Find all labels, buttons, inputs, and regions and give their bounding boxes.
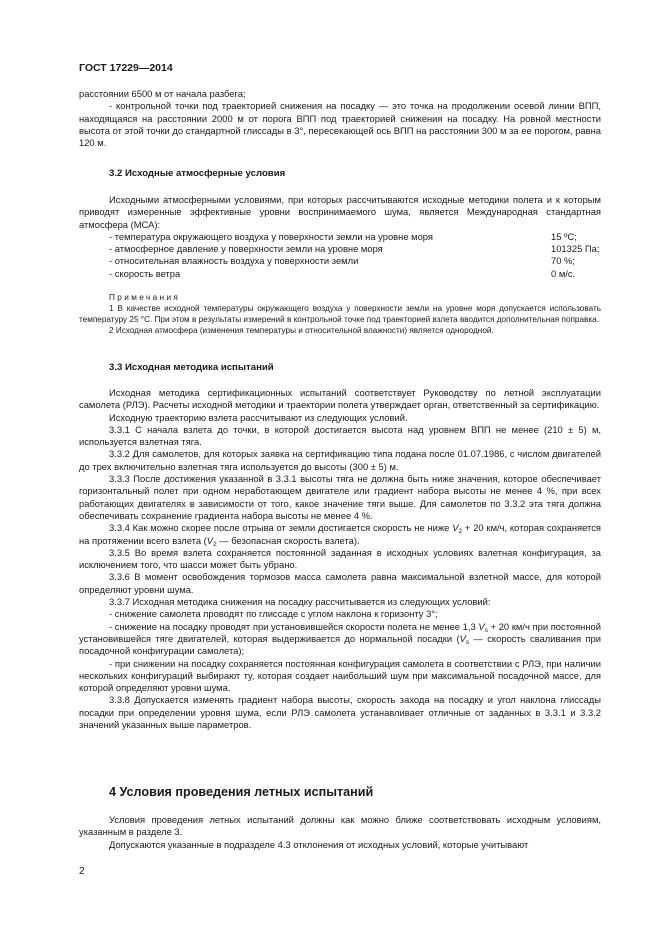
clause-text: + 20 км/ч, которая сохраняется на протяжении всего взлета ( [79, 522, 601, 546]
intro-line: расстоянии 6500 м от начала разбега; [79, 88, 246, 99]
v2-symbol: V [206, 534, 214, 546]
v2-subscript: 2 [458, 528, 463, 536]
clause-3-3-4 [79, 522, 601, 547]
note-2: 2 Исходная атмосфера (изменения температуры и относительной влажности) является однородной. [109, 326, 494, 335]
atmosphere-row-label: - относительная влажность воздуха у поверхности земли [109, 255, 359, 267]
section-3-3-title: 3.3 Исходная методика испытаний [109, 362, 274, 373]
atmosphere-row-label: - температура окружающего воздуха у поверхности земли на уровне моря [109, 230, 433, 242]
clause-text: + 20 км/ч при постоянной установившейся тяге двигателей, которая выдерживается до нормальной посадки ( [79, 620, 601, 644]
clause-3-3-7-item [79, 621, 601, 658]
v2-subscript: 2 [213, 540, 217, 548]
atmosphere-row-value: 101325 Па; [551, 243, 600, 255]
clause-3-3-7: 3.3.7 Исходная методика снижения на посадку рассчитывается из следующих условий: [109, 596, 491, 608]
clause-3-3-7-item: - при снижении на посадку сохраняется постоянная конфигурация самолета в соответствии с РЛЭ, при наличии нескольких конфигураций выбирают ту, которая создает наибольший шум при максимальной посадочной массе, для которой определяют уровни шума. [79, 657, 601, 694]
section-3-2-body [79, 194, 601, 280]
atmosphere-row [79, 243, 601, 255]
vs-symbol: V [478, 620, 485, 632]
atmosphere-row [79, 231, 601, 243]
section-3-2-title: 3.2 Исходные атмосферные условия [109, 168, 286, 179]
atmosphere-row [79, 268, 601, 280]
atmosphere-row-value: 15 ºС; [551, 230, 577, 242]
section-4-title: 4 Условия проведения летных испытаний [109, 785, 374, 799]
vs-subscript: s [465, 638, 470, 646]
atmosphere-row [79, 255, 601, 267]
clause-text: — безопасная скорость взлета). [216, 534, 360, 546]
atmosphere-row-label: - атмосферное давление у поверхности земли на уровне моря [109, 243, 383, 255]
v2-symbol: V [452, 522, 459, 534]
clause-3-3-6: 3.3.6 В момент освобождения тормозов масса самолета равна максимальной взлетной массе, для которой определяют уровни шума. [79, 571, 601, 595]
note-1: 1 В качестве исходной температуры окружающего воздуха у поверхности земли на уровне моря допускается использовать температуру 25 °С. При этом в результаты измерений в контрольной точке под траекторией взлета вводится дополнительная поправка. [79, 304, 601, 324]
section-4-paragraph: Допускаются указанные в подразделе 4.3 отклонения от исходных условий, которые учитывают [109, 838, 529, 850]
clause-3-3-7-item: - снижение самолета проводят по глиссаде с углом наклона к горизонту 3°; [109, 608, 438, 620]
vs-symbol: V [459, 632, 466, 644]
page-number: 2 [79, 866, 85, 877]
vs-subscript: s [484, 626, 488, 634]
atmosphere-paragraph: Исходными атмосферными условиями, при которых рассчитываются исходные методики полета и к которым приводят измеренные эффективные уровни воспринимаемого шума, является Международная стандартная атмосфера (МСА): [79, 194, 601, 230]
clause-3-3-8: 3.3.8 Допускается изменять градиент набора высоты, скорость захода на посадку и угол наклона глиссады посадки при определении уровня шума, если РЛЭ самолета устанавливает отличные от заданных в 3.3.1 и 3.3.2 значений указанных выше параметров. [79, 694, 601, 731]
atmosphere-row-label: - скорость ветра [109, 267, 181, 279]
section-4-body [79, 814, 601, 851]
document-header: ГОСТ 17229—2014 [79, 62, 173, 74]
clause-3-3-1: 3.3.1 С начала взлета до точки, в которой достигается высота над уровнем ВПП не менее (210 ± 5) м, используется взлетная тяга. [79, 423, 601, 448]
atmosphere-row-value: 0 м/с. [551, 267, 576, 279]
clause-3-3-3: 3.3.3 После достижения указанной в 3.3.1 высоты тяга не должна быть ниже значения, которое обеспечивает горизонтальный полет при одном неработающем двигателе или градиент набора высоты не менее 4 %, при всех работающих двигателях в зависимости от того, какое значение тяги выше. Для самолетов по 3.3.2 эта тяга должна обеспечивать сохранение градиента набора высоты не менее 4 %. [79, 473, 601, 521]
clause-text: - снижение на посадку проводят при установившейся скорости полета не менее 1,3 [109, 620, 479, 632]
notes-title: Примечания [109, 293, 181, 302]
clause-3-3-2: 3.3.2 Для самолетов, для которых заявка на сертификацию типа подана после 01.07.1986, с числом двигателей до трех включительно взлетная тяга используется до высоты (300 ± 5) м. [79, 448, 601, 472]
section-4-paragraph: Условия проведения летных испытаний должны как можно ближе соответствовать исходным условиям, указанным в разделе 3. [79, 814, 601, 838]
notes-block [79, 292, 601, 336]
intro-paragraph: - контрольной точки под траекторией снижения на посадку — это точка на продолжении осевой линии ВПП, находящаяся на расстоянии 2000 м от порога ВПП под траекторией снижения на посадку. На ровной местности высота от этой точки до стандартной глиссады в 3°, пересекающей ось ВПП на расстоянии 300 м за ее порогом, равна 120 м. [79, 100, 601, 149]
takeoff-intro: Исходную траекторию взлета рассчитывают из следующих условий. [109, 411, 408, 423]
methodology-paragraph: Исходная методика сертификационных испытаний соответствует Руководству по летной эксплуатации самолета (РЛЭ). Расчеты исходной методики и траектории полета утверждает орган, ответственный за сертификацию. [79, 387, 601, 411]
clause-3-3-5: 3.3.5 Во время взлета сохраняется постоянной заданная в исходных условиях взлетная конфигурация, за исключением того, что шасси может быть убрано. [79, 546, 601, 571]
intro-block [79, 88, 601, 149]
section-3-3-body [79, 387, 601, 731]
clause-text: — скорость сваливания при посадочной конфигурации самолета); [79, 632, 601, 657]
atmosphere-row-value: 70 %; [551, 255, 575, 267]
clause-text: 3.3.4 Как можно скорее после отрыва от земли достигается скорость не ниже [109, 522, 453, 534]
